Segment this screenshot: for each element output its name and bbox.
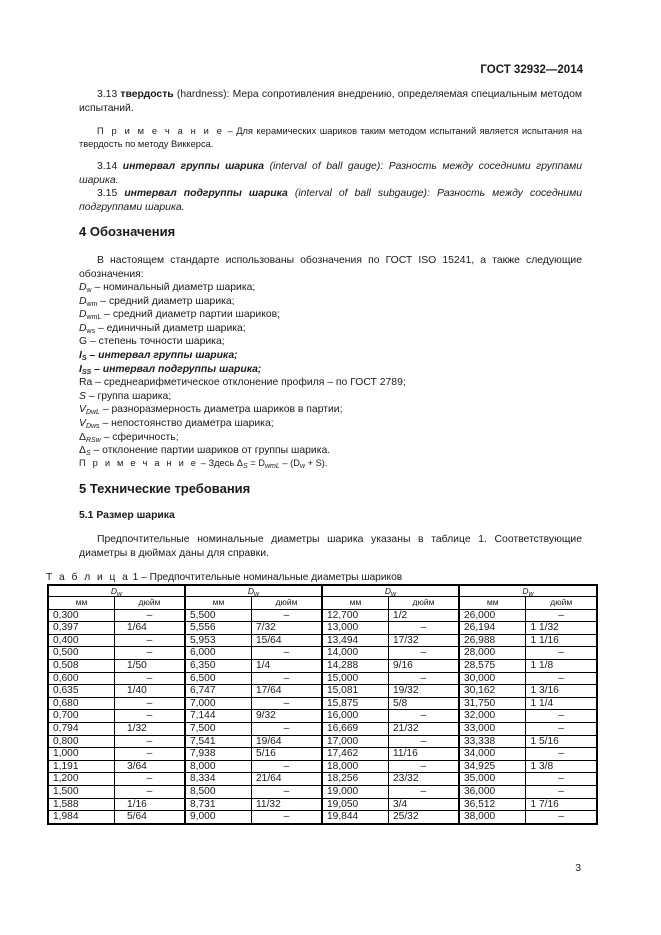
cell-inch: 15/64 bbox=[252, 634, 323, 647]
cell-inch: – bbox=[389, 647, 460, 660]
cell-inch: 3/4 bbox=[389, 798, 460, 811]
cell-mm: 33,000 bbox=[459, 722, 526, 735]
section-4-intro: В настоящем стандарте использованы обозначения по ГОСТ ISO 15241, а также следующие обозначения: bbox=[79, 255, 582, 280]
section-5-title: 5 Технические требования bbox=[79, 481, 251, 496]
cell-mm: 16,669 bbox=[322, 722, 389, 735]
cell-inch: 11/32 bbox=[252, 798, 323, 811]
cell-mm: 0,794 bbox=[48, 722, 115, 735]
cell-mm: 5,953 bbox=[185, 634, 252, 647]
cell-mm: 0,635 bbox=[48, 685, 115, 698]
cell-mm: 31,750 bbox=[459, 697, 526, 710]
cell-inch: 1 1/8 bbox=[526, 659, 597, 672]
symbol-item: S – группа шарика; bbox=[79, 390, 172, 402]
cell-inch: – bbox=[115, 710, 186, 723]
cell-inch: – bbox=[252, 722, 323, 735]
cell-mm: 9,000 bbox=[185, 811, 252, 824]
cell-inch: 1 7/16 bbox=[526, 798, 597, 811]
cell-inch: 17/64 bbox=[252, 685, 323, 698]
cell-mm: 8,500 bbox=[185, 785, 252, 798]
cell-mm: 17,000 bbox=[322, 735, 389, 748]
cell-mm: 14,288 bbox=[322, 659, 389, 672]
table-column-header-row: мм дюйм мм дюйм мм дюйм мм дюйм bbox=[48, 597, 597, 610]
symbol-item: Ra – среднеарифметическое отклонение профиля – по ГОСТ 2789; bbox=[79, 377, 406, 389]
cell-inch: – bbox=[252, 785, 323, 798]
cell-mm: 0,600 bbox=[48, 672, 115, 685]
table-row bbox=[48, 798, 597, 811]
table-row bbox=[48, 710, 597, 723]
section-5-1-title: 5.1 Размер шарика bbox=[79, 510, 175, 521]
cell-inch: – bbox=[115, 735, 186, 748]
cell-mm: 15,875 bbox=[322, 697, 389, 710]
symbol-item: $\Delta_S$ – отклонение партии шариков от группы шарика. bbox=[79, 445, 331, 458]
cell-inch: 1 1/4 bbox=[526, 697, 597, 710]
section-4-title: 4 Обозначения bbox=[79, 224, 176, 239]
cell-mm: 18,256 bbox=[322, 773, 389, 786]
cell-mm: 6,500 bbox=[185, 672, 252, 685]
cell-mm: 34,000 bbox=[459, 748, 526, 761]
table-row bbox=[48, 697, 597, 710]
cell-mm: 7,144 bbox=[185, 710, 252, 723]
definition-3-14: 3.14 интервал группы шарика (interval of ball gauge): Разность между соседними группами шарика. bbox=[79, 161, 583, 186]
cell-inch: – bbox=[389, 622, 460, 635]
cell-inch: – bbox=[252, 697, 323, 710]
cell-inch: 1/2 bbox=[389, 609, 460, 622]
cell-inch: – bbox=[526, 609, 597, 622]
symbol-item: $D_{ws}$ – единичный диаметр шарика; bbox=[79, 322, 246, 335]
cell-inch: 7/32 bbox=[252, 622, 323, 635]
section-5-paragraph: Предпочтительные номинальные диаметры шарика указаны в таблице 1. Соответствующие диаметры в дюймах даны для справки. bbox=[79, 534, 582, 559]
cell-inch: 21/64 bbox=[252, 773, 323, 786]
symbol-item: $V_{Dws}$ – непостоянство диаметра шарика; bbox=[79, 417, 274, 430]
table-row bbox=[48, 672, 597, 685]
cell-mm: 26,988 bbox=[459, 634, 526, 647]
cell-mm: 36,000 bbox=[459, 785, 526, 798]
table-row bbox=[48, 685, 597, 698]
term: интервал группы шарика bbox=[122, 161, 265, 172]
cell-mm: 1,000 bbox=[48, 748, 115, 761]
cell-mm: 8,000 bbox=[185, 760, 252, 773]
cell-inch: 1/64 bbox=[115, 622, 186, 635]
page-number: 3 bbox=[575, 863, 581, 874]
cell-mm: 7,000 bbox=[185, 697, 252, 710]
cell-inch: – bbox=[252, 760, 323, 773]
cell-inch: 19/32 bbox=[389, 685, 460, 698]
cell-mm: 35,000 bbox=[459, 773, 526, 786]
cell-mm: 0,700 bbox=[48, 710, 115, 723]
symbol-item: $I_S$ – интервал группы шарика; bbox=[79, 349, 238, 362]
term: интервал подгруппы шарика bbox=[124, 188, 288, 199]
table-row bbox=[48, 735, 597, 748]
cell-mm: 28,575 bbox=[459, 659, 526, 672]
note-vickers: П р и м е ч а н и е – Для керамических шариков таким методом испытаний является испытания на твердость по методу Виккерса. bbox=[79, 126, 582, 149]
cell-mm: 6,350 bbox=[185, 659, 252, 672]
cell-inch: – bbox=[115, 647, 186, 660]
symbol-item: $\Delta_{RSw}$ – сферичность; bbox=[79, 431, 179, 444]
cell-mm: 0,508 bbox=[48, 659, 115, 672]
cell-inch: 1 3/16 bbox=[526, 685, 597, 698]
cell-inch: – bbox=[526, 785, 597, 798]
cell-mm: 13,000 bbox=[322, 622, 389, 635]
cell-inch: – bbox=[252, 647, 323, 660]
cell-mm: 14,000 bbox=[322, 647, 389, 660]
cell-inch: 1/50 bbox=[115, 659, 186, 672]
cell-mm: 0,397 bbox=[48, 622, 115, 635]
cell-mm: 5,556 bbox=[185, 622, 252, 635]
cell-inch: – bbox=[252, 609, 323, 622]
cell-mm: 7,938 bbox=[185, 748, 252, 761]
cell-mm: 1,588 bbox=[48, 798, 115, 811]
table-row bbox=[48, 634, 597, 647]
cell-inch: – bbox=[389, 710, 460, 723]
cell-inch: – bbox=[526, 773, 597, 786]
cell-mm: 6,000 bbox=[185, 647, 252, 660]
cell-inch: – bbox=[115, 785, 186, 798]
cell-mm: 1,500 bbox=[48, 785, 115, 798]
cell-mm: 15,000 bbox=[322, 672, 389, 685]
cell-inch: 23/32 bbox=[389, 773, 460, 786]
symbol-item: $V_{DwL}$ – разноразмерность диаметра шариков в партии; bbox=[79, 404, 343, 417]
cell-mm: 6,747 bbox=[185, 685, 252, 698]
cell-inch: 5/16 bbox=[252, 748, 323, 761]
table-row bbox=[48, 622, 597, 635]
cell-mm: 0,400 bbox=[48, 634, 115, 647]
table-row bbox=[48, 760, 597, 773]
symbol-item: $D_{wmL}$ – средний диаметр партии шариков; bbox=[79, 309, 281, 322]
table-row bbox=[48, 748, 597, 761]
table-row bbox=[48, 722, 597, 735]
cell-inch: – bbox=[115, 748, 186, 761]
cell-inch: – bbox=[115, 634, 186, 647]
cell-inch: – bbox=[526, 647, 597, 660]
symbol-item: $I_{SS}$ – интервал подгруппы шарика; bbox=[79, 363, 262, 376]
cell-inch: 17/32 bbox=[389, 634, 460, 647]
symbols-list bbox=[79, 281, 406, 458]
cell-inch: 1 1/16 bbox=[526, 634, 597, 647]
cell-mm: 32,000 bbox=[459, 710, 526, 723]
cell-inch: – bbox=[389, 785, 460, 798]
cell-mm: 5,500 bbox=[185, 609, 252, 622]
table-row bbox=[48, 659, 597, 672]
cell-inch: – bbox=[115, 609, 186, 622]
standard-header: ГОСТ 32932—2014 bbox=[480, 64, 583, 76]
cell-inch: – bbox=[252, 672, 323, 685]
cell-inch: – bbox=[389, 760, 460, 773]
cell-mm: 34,925 bbox=[459, 760, 526, 773]
cell-mm: 8,731 bbox=[185, 798, 252, 811]
cell-mm: 1,200 bbox=[48, 773, 115, 786]
cell-mm: 16,000 bbox=[322, 710, 389, 723]
cell-inch: 1/16 bbox=[115, 798, 186, 811]
cell-mm: 7,541 bbox=[185, 735, 252, 748]
table-group-header-row: $D_w$ $D_w$ $D_w$ $D_w$ bbox=[48, 585, 597, 597]
cell-mm: 0,500 bbox=[48, 647, 115, 660]
table-row bbox=[48, 647, 597, 660]
cell-mm: 1,191 bbox=[48, 760, 115, 773]
table-row bbox=[48, 811, 597, 824]
cell-inch: – bbox=[389, 735, 460, 748]
cell-mm: 30,000 bbox=[459, 672, 526, 685]
symbol-item: G – степень точности шарика; bbox=[79, 336, 225, 348]
cell-inch: 9/16 bbox=[389, 659, 460, 672]
cell-inch: 1 3/8 bbox=[526, 760, 597, 773]
table-row bbox=[48, 609, 597, 622]
cell-inch: 11/16 bbox=[389, 748, 460, 761]
cell-mm: 1,984 bbox=[48, 811, 115, 824]
cell-inch: – bbox=[526, 748, 597, 761]
cell-inch: – bbox=[252, 811, 323, 824]
cell-inch: 9/32 bbox=[252, 710, 323, 723]
cell-inch: 1 5/16 bbox=[526, 735, 597, 748]
cell-mm: 18,000 bbox=[322, 760, 389, 773]
cell-mm: 0,680 bbox=[48, 697, 115, 710]
symbol-item: $D_w$ – номинальный диаметр шарика; bbox=[79, 282, 256, 294]
ball-diameters-table bbox=[47, 584, 598, 825]
cell-mm: 0,300 bbox=[48, 609, 115, 622]
note-formula: П р и м е ч а н и е – Здесь $\Delta_S = D_{wmL} - (D_w + S)$. bbox=[79, 458, 328, 470]
cell-mm: 36,512 bbox=[459, 798, 526, 811]
cell-inch: – bbox=[526, 722, 597, 735]
cell-inch: – bbox=[115, 672, 186, 685]
cell-mm: 17,462 bbox=[322, 748, 389, 761]
definition-3-15: 3.15 интервал подгруппы шарика (interval of ball subgauge): Разность между соседними подгруппами шарика. bbox=[79, 188, 582, 213]
cell-inch: 21/32 bbox=[389, 722, 460, 735]
term: твердость bbox=[120, 89, 174, 100]
cell-mm: 19,050 bbox=[322, 798, 389, 811]
cell-mm: 28,000 bbox=[459, 647, 526, 660]
cell-mm: 26,000 bbox=[459, 609, 526, 622]
cell-inch: 3/64 bbox=[115, 760, 186, 773]
cell-inch: – bbox=[115, 773, 186, 786]
cell-mm: 19,844 bbox=[322, 811, 389, 824]
cell-inch: 5/8 bbox=[389, 697, 460, 710]
cell-mm: 26,194 bbox=[459, 622, 526, 635]
cell-mm: 30,162 bbox=[459, 685, 526, 698]
cell-inch: 5/64 bbox=[115, 811, 186, 824]
cell-mm: 0,800 bbox=[48, 735, 115, 748]
cell-mm: 33,338 bbox=[459, 735, 526, 748]
cell-mm: 19,000 bbox=[322, 785, 389, 798]
definition-3-13: 3.13 твердость (hardness): Мера сопротивления внедрению, определяемая специальным методом испытаний. bbox=[79, 89, 583, 114]
cell-mm: 15,081 bbox=[322, 685, 389, 698]
cell-inch: 1/4 bbox=[252, 659, 323, 672]
cell-inch: 1/32 bbox=[115, 722, 186, 735]
table-caption: Т а б л и ц а 1 – Предпочтительные номинальные диаметры шариков bbox=[46, 572, 403, 583]
cell-inch: – bbox=[526, 811, 597, 824]
cell-inch: – bbox=[389, 672, 460, 685]
cell-mm: 12,700 bbox=[322, 609, 389, 622]
cell-inch: 1 1/32 bbox=[526, 622, 597, 635]
cell-inch: – bbox=[115, 697, 186, 710]
cell-mm: 13,494 bbox=[322, 634, 389, 647]
symbol-item: $D_{wm}$ – средний диаметр шарика; bbox=[79, 295, 235, 308]
table-row bbox=[48, 773, 597, 786]
cell-mm: 8,334 bbox=[185, 773, 252, 786]
cell-inch: 19/64 bbox=[252, 735, 323, 748]
cell-inch: – bbox=[526, 672, 597, 685]
cell-mm: 38,000 bbox=[459, 811, 526, 824]
cell-inch: 25/32 bbox=[389, 811, 460, 824]
cell-inch: 1/40 bbox=[115, 685, 186, 698]
table-row bbox=[48, 785, 597, 798]
cell-mm: 7,500 bbox=[185, 722, 252, 735]
cell-inch: – bbox=[526, 710, 597, 723]
